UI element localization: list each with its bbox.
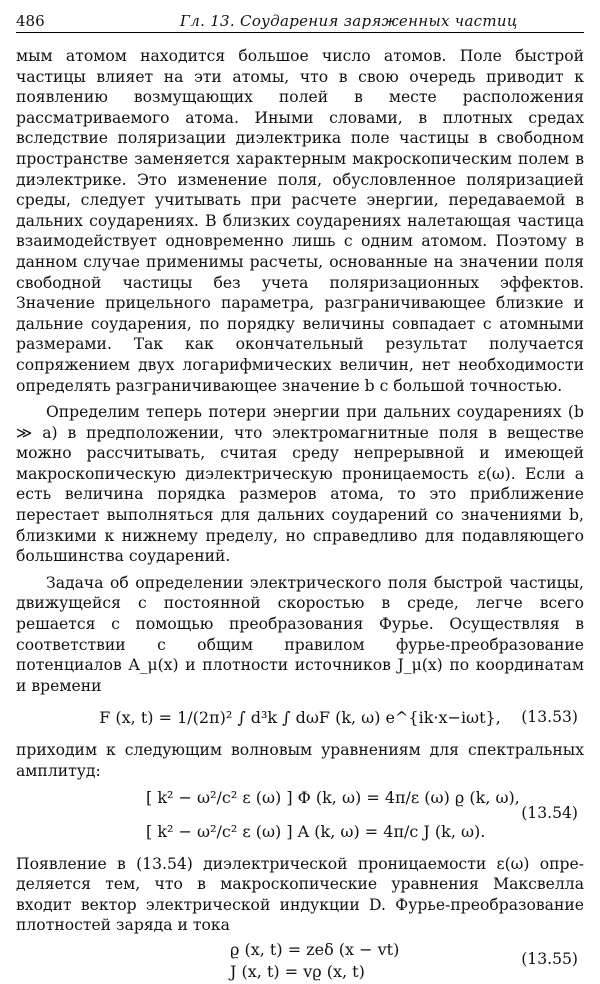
page-header: [16, 8, 584, 33]
equation-13-53-math: F (x, t) = 1/(2π)² ∫ d³k ∫ dωF (k, ω) e^{ik·x−iωt},: [99, 708, 501, 728]
equation-13-54-line-1: [ k² − ω²/c² ε (ω) ] Φ (k, ω) = 4π/ε (ω) ϱ (k, ω),: [146, 787, 520, 807]
paragraph-3: Задача об определении электрического поля быстрой частицы, движущейся с постоянной скоростью в среде, легче всего решается с помощью преобразования Фурье. Осуществляя в соответствии с общим правилом фурье-преобразование потенциалов A_μ(x) и плотности источников J_μ(x) по координатам и времени: [16, 573, 584, 695]
equation-13-53: [16, 696, 584, 740]
equation-13-55: [16, 936, 584, 984]
page-number: 486: [16, 12, 45, 30]
running-head: Гл. 13. Соударения заряженных частиц: [180, 12, 518, 30]
equation-13-55-line-1: ϱ (x, t) = zeδ (x − vt): [230, 939, 400, 959]
equation-13-54-number: (13.54): [521, 803, 578, 822]
paragraph-2: Определим теперь потери энергии при дальних соударениях (b ≫ a) в предположении, что электромагнитные поля в веществе можно рассчитывать, считая среду непрерывной и имеющей макроскопическую диэлектрическую проницаемость ε(ω). Если a есть величина порядка размеров атома, то это приближение перестает выполняться для дальних соударений со значениями b, близкими к нижнему пределу, но справедливо для подавляющего большинства соударений.: [16, 403, 584, 566]
equation-13-54-line-2: [ k² − ω²/c² ε (ω) ] A (k, ω) = 4π/c J (k, ω).: [146, 821, 486, 841]
paragraph-5: Появление в (13.54) диэлектрической проницаемости ε(ω) определяется тем, что в макроскопические уравнения Максвелла входит вектор электрической индукции D. Фурье-преобразование плотностей заряда и тока: [16, 854, 584, 935]
equation-13-53-number: (13.53): [521, 708, 578, 727]
paragraph-1: мым атомом находится большое число атомов. Поле быстрой частицы влияет на эти атомы, что в свою очередь приводит к появлению возмущающих полей в месте расположения рассматриваемого атома. Иными словами, в плотных средах вследствие поляризации диэлектрика поле частицы в свободном пространстве заменяется характерным макроскопическим полем в диэлектрике. Это изменение поля, обусловленное поляризацией среды, следует учитывать при расчете энергии, передаваемой в дальних соударениях. В близких соударениях налетающая частица взаимодействует одновременно лишь с одним атомом. Поэтому в данном случае применимы расчеты, основанные на значении поля свободной частицы без учета поляризационных эффектов. Значение прицельного параметра, разграничивающее близкие и дальние соударения, по порядку величины совпадает с атомными размерами. Так как окончательный результат получается сопряжением двух логарифмических величин, нет необходимости определять разграничивающее значение b с большой точностью.: [16, 47, 584, 395]
page-body: [16, 46, 584, 984]
equation-13-54: [16, 782, 584, 854]
equation-13-55-line-2: J (x, t) = vϱ (x, t): [230, 961, 365, 981]
equation-13-55-number: (13.55): [521, 949, 578, 968]
paragraph-4: приходим к следующим волновым уравнениям для спектральных амплитуд:: [16, 741, 584, 780]
